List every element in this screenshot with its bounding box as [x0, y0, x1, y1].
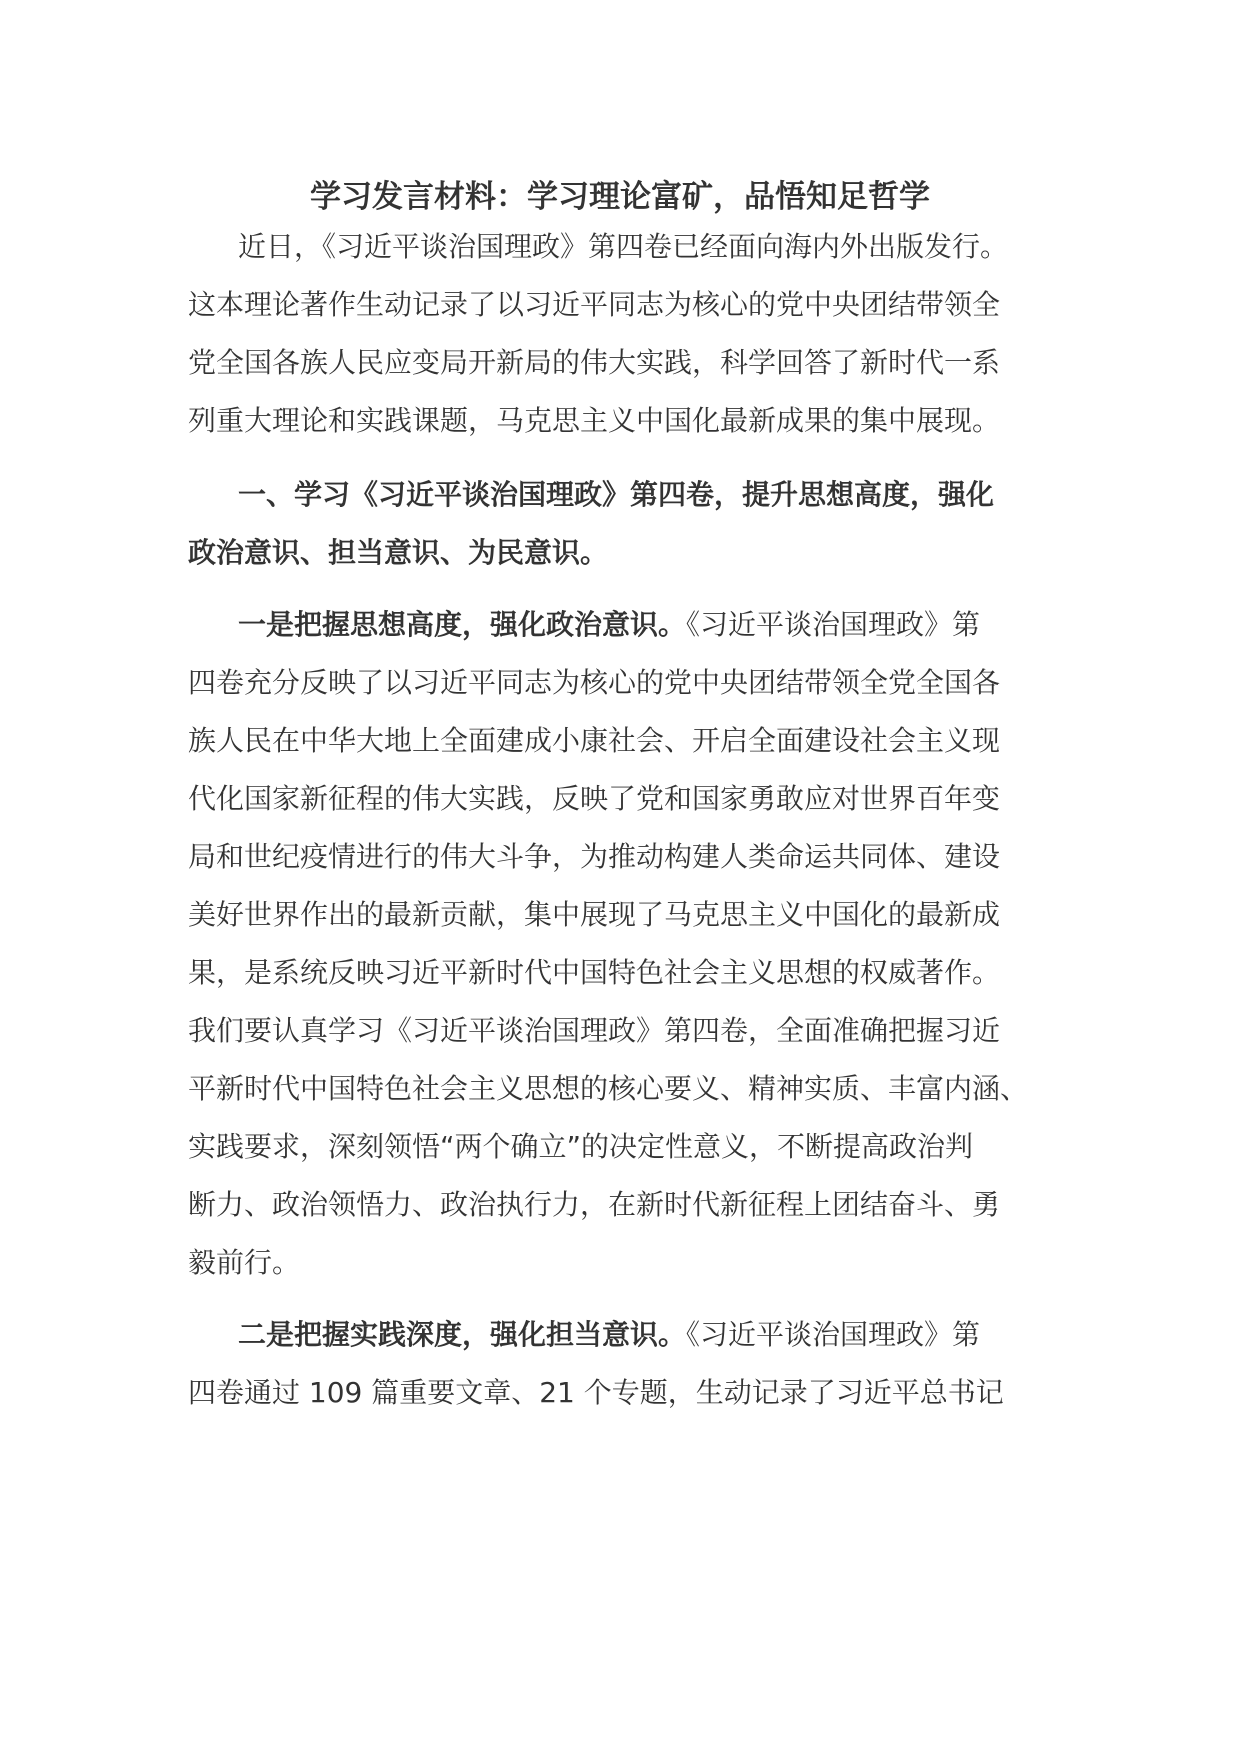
point1-line-3: 族人民在中华大地上全面建成小康社会、开启全面建设社会主义现 [188, 724, 1001, 757]
section1-heading-line-2: 政治意识、担当意识、为民意识。 [188, 536, 609, 569]
point1-line-5: 局和世纪疫情进行的伟大斗争，为推动构建人类命运共同体、建设 [188, 840, 1001, 873]
point2-first-line-rest: 《习近平谈治国理政》第 [686, 1318, 981, 1351]
point1-line-7: 果，是系统反映习近平新时代中国特色社会主义思想的权威著作。 [188, 956, 1001, 989]
point1-line-6: 美好世界作出的最新贡献，集中展现了马克思主义中国化的最新成 [188, 898, 1001, 931]
intro-line-4: 列重大理论和实践课题，马克思主义中国化最新成果的集中展现。 [188, 404, 1001, 437]
point1-first-line [238, 600, 980, 650]
point1-line-11: 断力、政治领悟力、政治执行力，在新时代新征程上团结奋斗、勇 [188, 1188, 1001, 1221]
point2-lead: 二是把握实践深度，强化担当意识。 [238, 1318, 687, 1351]
point1-lead: 一是把握思想高度，强化政治意识。 [238, 608, 687, 641]
point2-first-line [238, 1310, 980, 1360]
point1-line-10: 实践要求，深刻领悟“两个确立”的决定性意义，不断提高政治判 [188, 1130, 974, 1163]
point1-line-4: 代化国家新征程的伟大实践，反映了党和国家勇敢应对世界百年变 [188, 782, 1001, 815]
intro-line-3: 党全国各族人民应变局开新局的伟大实践，科学回答了新时代一系 [188, 346, 1001, 379]
point2-line-2: 四卷通过 109 篇重要文章、21 个专题，生动记录了习近平总书记 [188, 1376, 1004, 1409]
intro-line-1: 近日，《习近平谈治国理政》第四卷已经面向海内外出版发行。 [238, 230, 1009, 263]
point1-line-12: 毅前行。 [188, 1246, 301, 1279]
point1-first-line-rest: 《习近平谈治国理政》第 [686, 608, 981, 641]
point1-line-8: 我们要认真学习《习近平谈治国理政》第四卷，全面准确把握习近 [188, 1014, 1001, 1047]
intro-line-2: 这本理论著作生动记录了以习近平同志为核心的党中央团结带领全 [188, 288, 1001, 321]
document-title: 学习发言材料：学习理论富矿，品悟知足哲学 [310, 179, 930, 215]
point1-line-2: 四卷充分反映了以习近平同志为核心的党中央团结带领全党全国各 [188, 666, 1001, 699]
section1-heading-line-1: 一、学习《习近平谈治国理政》第四卷，提升思想高度，强化 [238, 478, 995, 511]
point1-line-9: 平新时代中国特色社会主义思想的核心要义、精神实质、丰富内涵、 [188, 1072, 1029, 1105]
